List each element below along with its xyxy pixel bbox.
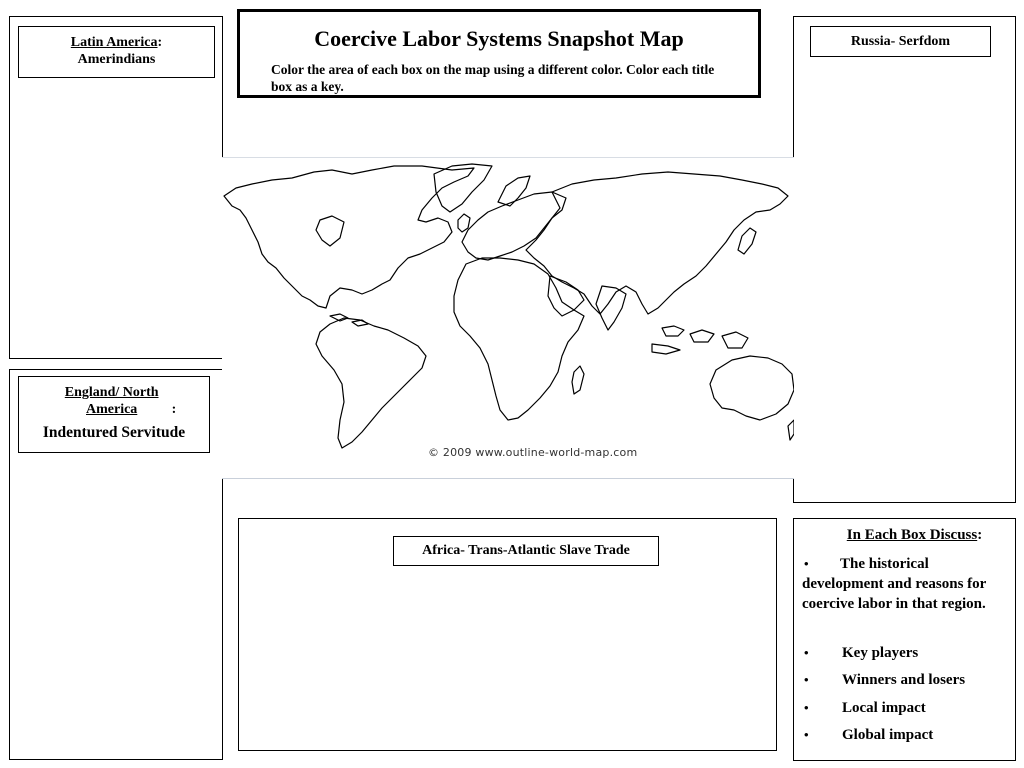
title-box [237, 9, 761, 98]
russia-panel [793, 16, 1016, 503]
discuss-heading [794, 527, 1015, 544]
latin-america-panel [9, 16, 223, 359]
england-north-america-panel [9, 369, 223, 760]
world-map-drawing [222, 158, 794, 478]
discuss-item-text: Global impact [842, 727, 934, 743]
discuss-item [802, 725, 1007, 745]
map-copyright: © 2009 www.outline-world-map.com [428, 446, 638, 459]
page-title: Coercive Labor Systems Snapshot Map [314, 26, 684, 51]
arabia-outline [548, 276, 584, 316]
england-region: England/ North America [64, 385, 159, 417]
england-title-box [18, 376, 210, 453]
discuss-heading-colon: : [977, 527, 983, 543]
england-colon: : [171, 402, 177, 417]
world-outline-map [222, 157, 794, 479]
discuss-item [802, 554, 1007, 614]
discuss-item-text: Winners and losers [842, 672, 966, 688]
discuss-item [802, 670, 1007, 690]
latin-america-system: Amerindians [77, 52, 156, 67]
australia-outline [710, 356, 794, 420]
latin-america-region: Latin America [70, 35, 158, 50]
discuss-item [802, 643, 1007, 663]
bullet-dot: • [804, 645, 809, 660]
latin-america-title-box [18, 26, 215, 78]
africa-label: Africa- Trans-Atlantic Slave Trade [422, 543, 630, 558]
north-america-outline [224, 166, 474, 308]
russia-title-box [810, 26, 991, 57]
bullet-dot: • [804, 727, 809, 742]
africa-outline [454, 258, 584, 420]
bullet-dot: • [804, 556, 809, 571]
africa-title-box [393, 536, 659, 566]
bullet-dot: • [804, 672, 809, 687]
discuss-item-text: Local impact [842, 700, 926, 716]
south-america-outline [316, 318, 426, 448]
discuss-item-text: Key players [842, 645, 919, 661]
southeast-asia-islands-outline [652, 326, 748, 354]
latin-america-colon: : [157, 35, 163, 50]
new-zealand-outline [788, 420, 794, 440]
instructions-text: Color the area of each box on the map using a different color. Color each title box as a key. [271, 62, 715, 94]
india-outline [596, 286, 626, 330]
discuss-panel [793, 518, 1016, 761]
japan-outline [738, 228, 756, 254]
africa-panel [238, 518, 777, 751]
hudson-bay-outline [316, 216, 344, 246]
england-system: Indentured Servitude [42, 424, 186, 441]
bullet-dot: • [804, 700, 809, 715]
caribbean-outline [330, 314, 368, 326]
asia-outline [526, 172, 788, 314]
madagascar-outline [572, 366, 584, 394]
russia-label: Russia- Serfdom [850, 34, 951, 49]
discuss-item-text: The historical development and reasons for coercive labor in that region. [802, 556, 987, 612]
discuss-heading-text: In Each Box Discuss [846, 527, 978, 543]
scandinavia-outline [498, 176, 530, 206]
discuss-item [802, 698, 1007, 718]
